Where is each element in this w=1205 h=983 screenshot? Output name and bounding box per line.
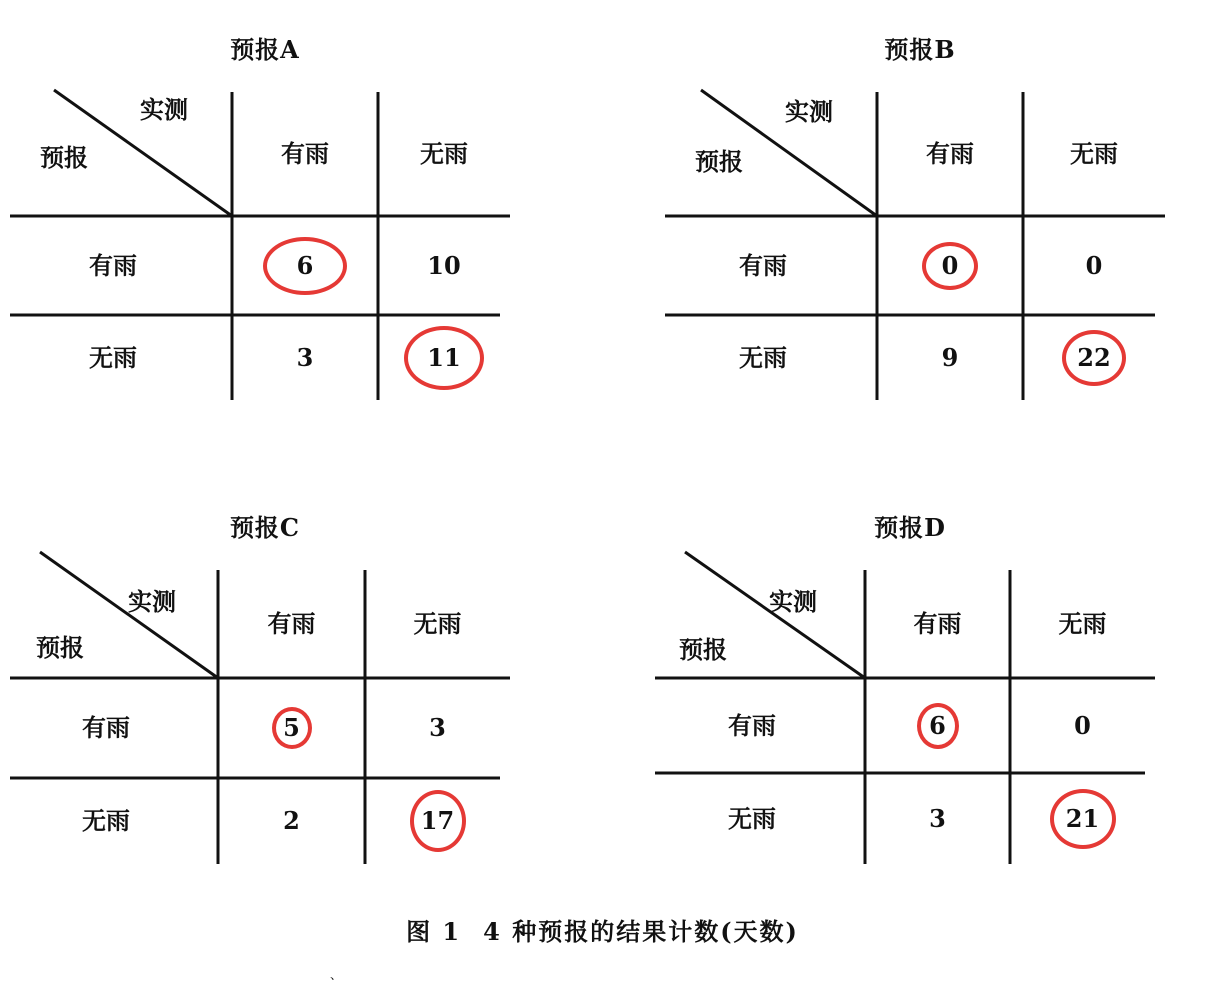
row-header-rain: 有雨 [739,250,787,280]
figure-caption [0,912,1205,947]
row-header-no-rain: 无雨 [728,803,776,833]
corner-label-forecast: 预报 [36,633,84,662]
caption-text: 4 种预报的结果计数(天数) [483,917,799,946]
cell-value-rain-norain: 0 [1085,250,1103,280]
cell-value-rain-norain: 0 [1074,710,1091,740]
panel-title: 预报B [884,35,956,64]
cell-value-norain-norain: 17 [420,806,455,835]
scan-speck: 、 [330,968,343,982]
column-header-no-rain: 无雨 [1070,139,1118,168]
column-header-rain: 有雨 [913,609,962,638]
forecast-panel-2 [665,30,1175,390]
row-header-rain: 有雨 [728,710,776,740]
column-header-rain: 有雨 [267,609,316,638]
forecast-panel-4 [655,508,1165,868]
panel-title: 预报C [229,513,301,542]
cell-value-norain-rain: 3 [296,342,314,372]
row-header-no-rain: 无雨 [82,806,130,835]
cell-value-norain-norain: 22 [1077,342,1111,372]
corner-label-forecast: 预报 [40,143,88,172]
column-header-rain: 有雨 [281,139,329,168]
cell-value-rain-norain: 10 [427,250,461,280]
column-header-rain: 有雨 [926,139,974,168]
cell-value-rain-rain: 6 [929,710,946,740]
cell-value-norain-norain: 21 [1065,803,1100,833]
row-header-rain: 有雨 [82,713,130,742]
corner-label-forecast: 预报 [695,147,743,176]
corner-label-observed: 实测 [769,587,817,616]
forecast-panel-1 [10,30,520,390]
row-header-rain: 有雨 [89,250,137,280]
panel-title: 预报D [874,513,946,542]
corner-label-forecast: 预报 [679,635,727,664]
panel-title: 预报A [230,35,300,64]
column-header-no-rain: 无雨 [420,139,468,168]
cell-value-rain-rain: 0 [941,250,959,280]
corner-label-observed: 实测 [140,95,188,124]
column-header-no-rain: 无雨 [1058,609,1107,638]
corner-label-observed: 实测 [785,97,833,126]
column-header-no-rain: 无雨 [413,609,462,638]
cell-value-norain-rain: 3 [929,803,946,833]
corner-label-observed: 实测 [128,587,176,616]
caption-label: 图 1 [406,917,462,946]
cell-value-norain-rain: 2 [283,806,300,835]
cell-value-rain-rain: 5 [283,713,300,742]
cell-value-rain-norain: 3 [429,713,446,742]
cell-value-norain-rain: 9 [941,342,959,372]
row-header-no-rain: 无雨 [89,342,137,372]
row-header-no-rain: 无雨 [739,342,787,372]
forecast-panel-3 [10,508,520,868]
cell-value-rain-rain: 6 [296,250,314,280]
cell-value-norain-norain: 11 [427,342,461,372]
